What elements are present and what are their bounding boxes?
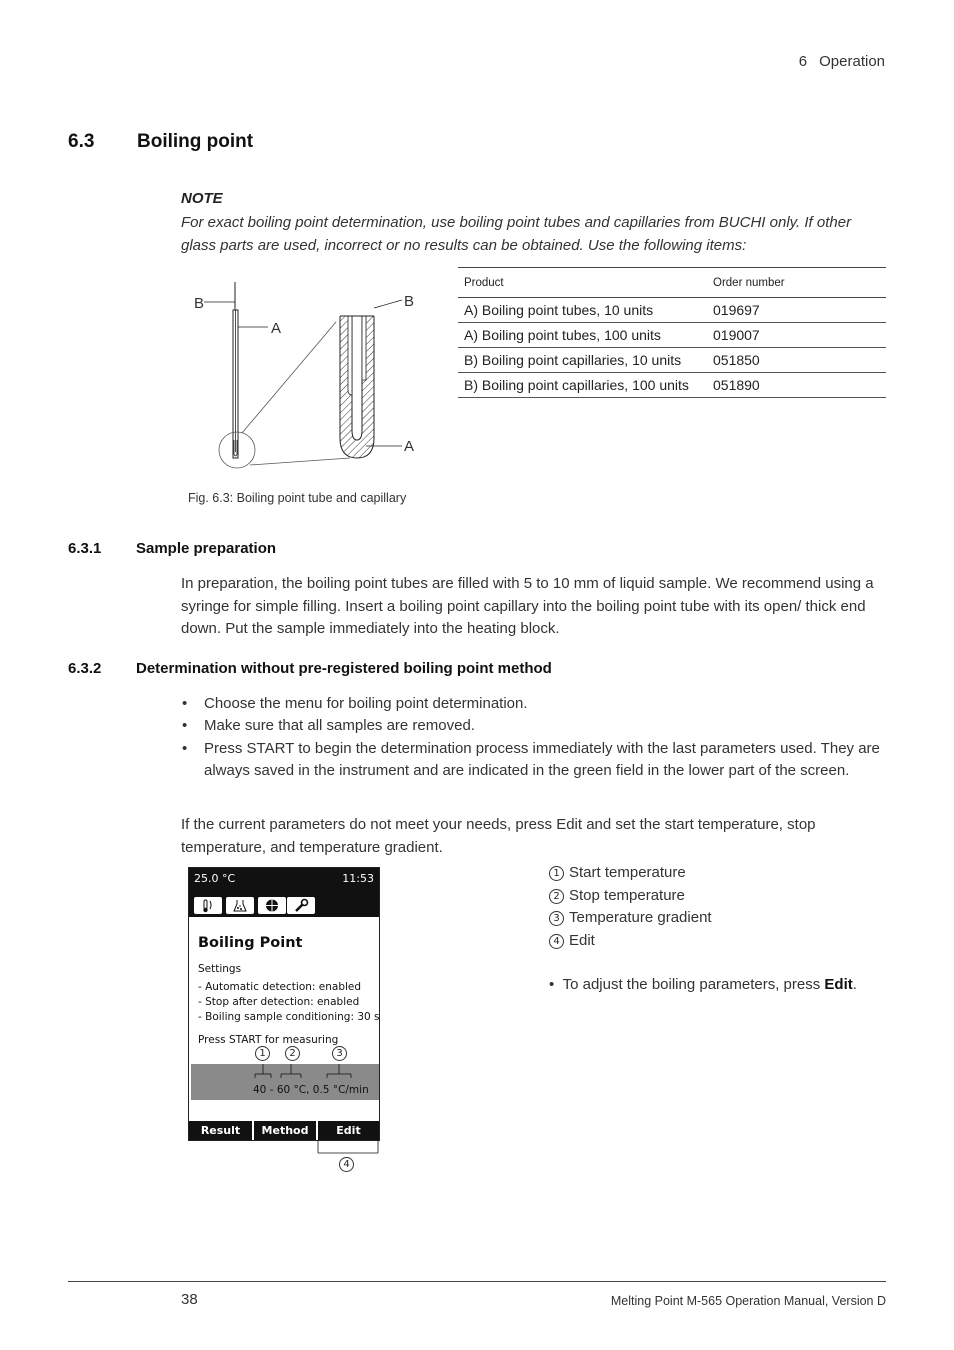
product-cell: A) Boiling point tubes, 10 units <box>458 298 707 323</box>
result-button[interactable]: Result <box>189 1121 252 1140</box>
parameter-field <box>191 1064 379 1100</box>
running-header <box>799 53 885 70</box>
device-setting-line: - Boiling sample conditioning: 30 s <box>198 1011 380 1023</box>
callout-brackets <box>191 1064 379 1086</box>
legend-item <box>549 930 712 953</box>
device-screen <box>188 867 380 1141</box>
callout-legend <box>549 862 712 952</box>
table-header-cell: Order number <box>707 268 886 298</box>
table-row <box>458 323 886 348</box>
device-settings-label: Settings <box>198 963 242 975</box>
order-number-cell: 019007 <box>707 323 886 348</box>
product-cell: B) Boiling point capillaries, 100 units <box>458 373 707 398</box>
legend-item <box>549 862 712 885</box>
edit-instruction-suffix: . <box>852 976 857 993</box>
label-b-right: B <box>404 293 415 310</box>
table-row <box>458 348 886 373</box>
device-setting-line: - Automatic detection: enabled <box>198 981 362 993</box>
section-number: 6.3 <box>68 131 95 152</box>
table-row <box>458 373 886 398</box>
legend-number: 2 <box>549 889 564 904</box>
edit-button[interactable]: Edit <box>318 1121 379 1140</box>
subsection-title: Determination without pre-registered boiling point method <box>136 660 552 677</box>
device-setting-line: - Stop after detection: enabled <box>198 996 360 1008</box>
callout-1: 1 <box>255 1046 270 1061</box>
legend-label: Stop temperature <box>569 886 685 904</box>
subsection-title: Sample preparation <box>136 540 277 557</box>
list-item: • Press START to begin the determination process immediately with the last parameters used. They are always saved in the instrument and are indicated in the green field in the lower part of the screen. <box>181 738 887 783</box>
footer-divider <box>68 1281 886 1282</box>
edit-instruction-bold: Edit <box>824 976 853 993</box>
boiling-flask-icon[interactable] <box>226 897 254 914</box>
figure-caption: Fig. 6.3: Boiling point tube and capillary <box>188 491 407 505</box>
product-cell: A) Boiling point tubes, 100 units <box>458 323 707 348</box>
section-title: Boiling point <box>137 131 254 152</box>
document-title: Melting Point M-565 Operation Manual, Version D <box>610 1294 886 1308</box>
subsection-number: 6.3.1 <box>68 540 102 557</box>
device-title: Boiling Point <box>198 935 303 951</box>
device-time: 11:53 <box>342 872 374 885</box>
edit-parameters-text: If the current parameters do not meet your needs, press Edit and set the start temperature, stop temperature, and temperature gradient. <box>181 816 816 856</box>
globe-icon[interactable] <box>258 897 286 914</box>
legend-label: Start temperature <box>569 864 686 881</box>
table-row <box>458 298 886 323</box>
parameter-values: 40 - 60 °C, 0.5 °C/min <box>253 1084 369 1096</box>
instruction-list <box>181 693 887 782</box>
device-status-bar <box>189 868 379 917</box>
wrench-icon[interactable] <box>287 897 315 914</box>
list-item: • Choose the menu for boiling point determination. <box>181 693 887 715</box>
chapter-number: 6 <box>798 53 808 70</box>
table-header-row <box>458 268 886 298</box>
thermometer-icon[interactable] <box>194 897 222 914</box>
legend-item <box>549 885 712 908</box>
label-b-left: B <box>194 295 205 312</box>
table-header-cell: Product <box>458 268 707 298</box>
legend-label: Edit <box>569 931 595 949</box>
device-prompt: Press START for measuring <box>198 1034 339 1046</box>
page-number: 38 <box>181 1291 198 1308</box>
legend-number: 3 <box>549 911 564 926</box>
callout-2: 2 <box>285 1046 300 1061</box>
callout-4: 4 <box>339 1157 354 1172</box>
edit-callout-bracket <box>316 1140 380 1156</box>
subsection-number: 6.3.2 <box>68 660 102 677</box>
device-temperature: 25.0 °C <box>194 872 236 885</box>
note-text: For exact boiling point determination, use boiling point tubes and capillaries from BUCHI only. If other glass parts are used, incorrect or no results can be obtained. Use the following items: <box>181 214 852 254</box>
callout-3: 3 <box>332 1046 347 1061</box>
list-item: • Make sure that all samples are removed. <box>181 715 887 737</box>
sample-preparation-text: In preparation, the boiling point tubes are filled with 5 to 10 mm of liquid sample. We recommend using a syringe for simple filling. Insert a boiling point capillary into the boiling point tube with its open/ thick end down. Put the sample immediately into the heating block. <box>181 575 874 637</box>
edit-instruction: • To adjust the boiling parameters, press Edit. <box>549 976 857 993</box>
legend-item <box>549 907 712 930</box>
order-number-cell: 051890 <box>707 373 886 398</box>
label-a-right: A <box>404 438 415 455</box>
method-button[interactable]: Method <box>254 1121 316 1140</box>
legend-number: 4 <box>549 934 564 949</box>
note-title: NOTE <box>181 190 223 207</box>
products-table <box>458 267 886 398</box>
edit-instruction-text: To adjust the boiling parameters, press <box>562 976 825 993</box>
legend-label: Temperature gradient <box>569 909 712 927</box>
chapter-title: Operation <box>819 53 885 70</box>
order-number-cell: 019697 <box>707 298 886 323</box>
label-a-left: A <box>271 320 282 337</box>
legend-number: 1 <box>549 866 564 881</box>
order-number-cell: 051850 <box>707 348 886 373</box>
boiling-tube-figure <box>190 280 430 480</box>
product-cell: B) Boiling point capillaries, 10 units <box>458 348 707 373</box>
